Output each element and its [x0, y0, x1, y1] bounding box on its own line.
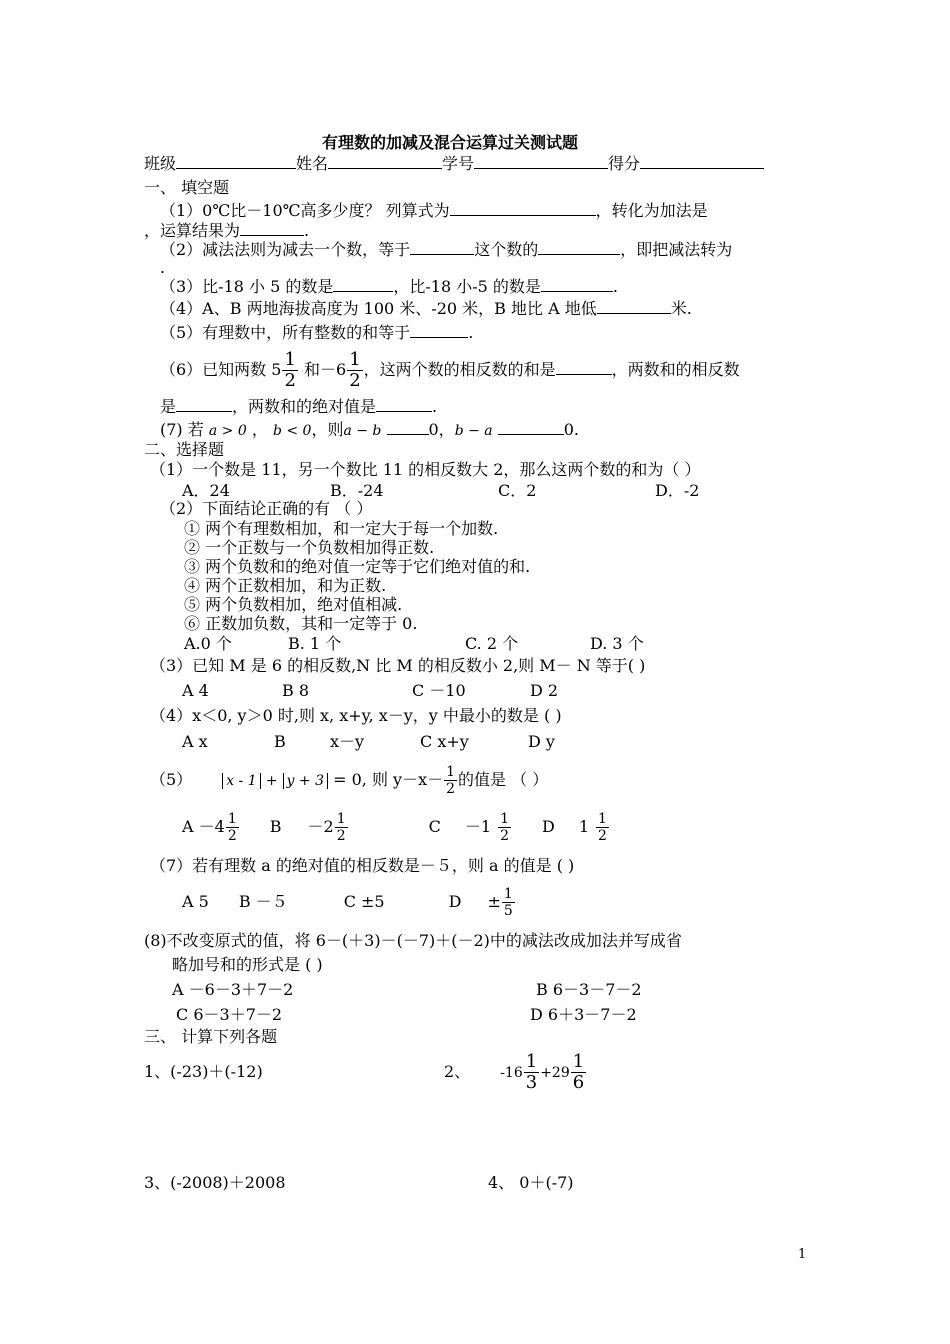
score-blank[interactable]: [640, 154, 764, 169]
choice-q5-option-b[interactable]: B: [269, 817, 282, 836]
fill-q6-blank3[interactable]: [376, 397, 432, 412]
fill-q6-text6: ，两数和的绝对值是: [232, 397, 377, 416]
fill-q6-line1: [160, 350, 740, 390]
fill-q6-blank2[interactable]: [176, 397, 232, 412]
fill-q2-text: （2）减法法则为减去一个数，等于: [160, 240, 411, 259]
fraction-half: $\frac{1}{2}$: [227, 811, 237, 844]
fill-q3-blank1[interactable]: [333, 277, 393, 292]
choice-q2-statement-3: ③ 两个负数和的绝对值一定等于它们绝对值的和.: [184, 557, 531, 576]
choice-q8-option-d[interactable]: D 6＋3－7－2: [530, 1005, 637, 1024]
score-label: 得分: [608, 154, 641, 173]
fill-q7: (7) 若 a > 0 ， b < 0，则a − b 0，b − a 0.: [160, 420, 579, 439]
choice-q5-text2: 的值是 （ ）: [458, 770, 549, 789]
choice-q7-options: [182, 880, 516, 924]
fill-q7-text4: 0.: [563, 420, 579, 439]
fill-q5-period: .: [468, 323, 474, 342]
fill-q7-blank1[interactable]: [387, 420, 429, 435]
choice-q8-line2: 略加号和的形式是 ( ): [172, 955, 323, 974]
fill-q6-text4: ，两数和的相反数: [611, 360, 740, 379]
choice-q5-option-c[interactable]: C: [428, 817, 441, 836]
fill-q1-period: .: [304, 221, 310, 240]
fill-q6-text: （6）已知两数 5: [160, 360, 282, 379]
page-title: 有理数的加减及混合运算过关测试题: [322, 133, 579, 152]
choice-q2-statement-5: ⑤ 两个负数相加，绝对值相减.: [184, 595, 403, 614]
choice-q8-option-a[interactable]: A －6－3＋7－2: [172, 980, 294, 999]
fill-q2-line1: [160, 240, 732, 260]
calc-problem-2-term2: +29: [540, 1065, 570, 1081]
calc-problem-1: 1、(-23)＋(-12): [144, 1062, 263, 1081]
fraction-half: $\frac{1}{2}$: [349, 349, 361, 391]
student-info-line: [144, 154, 764, 174]
fill-q1-line2: [144, 221, 309, 241]
fraction-half: $\frac{1}{2}$: [598, 811, 607, 844]
choice-q5-text: = 0, 则 y－x－: [333, 770, 444, 789]
fill-q4-text: （4）A、B 两地海拔高度为 100 米、-20 米，B 地比 A 地低: [160, 299, 597, 318]
abs-y-plus-3: y + 3: [283, 773, 328, 789]
choice-q5-option-d[interactable]: D: [541, 817, 555, 836]
choice-q4-option-b-value: x－y: [330, 732, 365, 751]
id-label: 学号: [442, 154, 475, 173]
fill-q5-blank[interactable]: [410, 323, 468, 338]
abs-x-minus-1: x - 1: [222, 773, 260, 789]
choice-q3-option-d[interactable]: D 2: [530, 681, 559, 700]
choice-q1-option-a[interactable]: A．24: [182, 481, 230, 500]
expr-a-minus-b: a − b: [343, 423, 382, 439]
calc-problem-2-label: 2、: [444, 1062, 471, 1081]
fill-q6-period: .: [432, 397, 438, 416]
choice-q2-statement-4: ④ 两个正数相加，和为正数.: [184, 576, 387, 595]
fill-q2-text3: ，即把减法转为: [620, 240, 733, 259]
fill-q1-blank1[interactable]: [450, 201, 596, 216]
fill-q6-text3: ，这两个数的相反数的和是: [363, 360, 556, 379]
choice-q5: [150, 760, 548, 800]
fill-q3-text: （3）比-18 小 5 的数是: [160, 277, 334, 296]
choice-q4-option-d[interactable]: D y: [528, 732, 555, 751]
fill-q3-period: .: [612, 277, 619, 296]
fill-q6-line2: [160, 397, 437, 417]
fill-q4: [160, 299, 692, 319]
fraction-half: $\frac{1}{2}$: [336, 811, 346, 844]
calc-problem-2-term1: -16: [500, 1065, 523, 1081]
fill-q7-text: (7) 若: [160, 420, 204, 439]
choice-q2-option-b[interactable]: B. 1 个: [288, 634, 342, 653]
choice-q8-line1: (8)不改变原式的值，将 6－(＋3)－(－7)＋(－2)中的减法改成加法并写成省: [144, 931, 682, 950]
fill-q6-blank1[interactable]: [556, 360, 612, 375]
choice-q2-option-a[interactable]: A.0 个: [184, 634, 232, 653]
choice-q5-options: [182, 805, 610, 849]
name-label: 姓名: [296, 154, 329, 173]
choice-q5-label: （5）: [150, 770, 193, 789]
choice-q7-option-d[interactable]: D: [448, 892, 462, 911]
class-blank[interactable]: [176, 154, 296, 169]
fill-q6-text2: 和－6: [304, 360, 347, 379]
fill-q2-blank2[interactable]: [538, 240, 620, 255]
choice-q3-option-a[interactable]: A 4: [182, 681, 209, 700]
fill-q7-text3: 0，: [428, 420, 455, 439]
choice-q5-option-b-value: －2: [307, 817, 334, 836]
choice-q7-option-a[interactable]: A 5: [182, 892, 209, 911]
choice-q1-option-d[interactable]: D．-2: [655, 481, 700, 500]
fill-q4-blank[interactable]: [597, 299, 671, 314]
fill-q2-blank1[interactable]: [410, 240, 474, 255]
fill-q1-text: （1）0℃比－10℃高多少度？ 列算式为: [160, 201, 450, 220]
expr-b-minus-a: b − a: [454, 423, 493, 439]
fill-q2-text2: 这个数的: [474, 240, 539, 259]
fill-q5-text: （5）有理数中，所有整数的和等于: [160, 323, 411, 342]
calc-problem-2: [444, 1050, 587, 1094]
fill-q7-text2: ，则: [311, 420, 344, 439]
choice-q2-statement-1: ① 两个有理数相加，和一定大于每一个加数.: [184, 519, 499, 538]
choice-q5-option-a[interactable]: A －4: [182, 817, 225, 836]
fraction-one-third: $\frac{1}{3}$: [525, 1051, 538, 1093]
choice-q7-option-d-sign: ±: [487, 892, 501, 911]
choice-q4-option-c[interactable]: C x+y: [420, 732, 469, 751]
fill-q1-blank2[interactable]: [240, 221, 304, 236]
fraction-half: $\frac{1}{2}$: [284, 349, 296, 391]
fill-q3-blank2[interactable]: [541, 277, 613, 292]
condition-a-positive: a > 0: [208, 423, 247, 439]
id-blank[interactable]: [474, 154, 608, 169]
choice-q3: （3）已知 M 是 6 的相反数,N 比 M 的相反数小 2,则 M－ N 等于( ): [150, 656, 646, 675]
fill-q6-text5: 是: [160, 397, 177, 416]
fill-q3-text2: ，比-18 小-5 的数是: [393, 277, 541, 296]
fill-q2-line2: .: [160, 258, 166, 277]
fill-q3: [160, 277, 618, 297]
choice-q4-option-a[interactable]: A x: [182, 732, 208, 751]
condition-b-negative: b < 0: [272, 423, 312, 439]
choice-q3-option-b[interactable]: B 8: [282, 681, 310, 700]
choice-q1-option-c[interactable]: C．2: [498, 481, 537, 500]
choice-q2-statement-6: ⑥ 正数加负数，其和一定等于 0.: [184, 614, 418, 633]
fill-q1-line1: [160, 201, 708, 221]
choice-q7: （7）若有理数 a 的绝对值的相反数是－５，则 a 的值是 ( ): [150, 856, 575, 875]
choice-q2-statement-2: ② 一个正数与一个负数相加得正数.: [184, 538, 435, 557]
choice-q8-option-b[interactable]: B 6－3－7－2: [536, 980, 642, 999]
fill-q1-text3: ，运算结果为: [144, 221, 241, 240]
calc-problem-3: 3、(-2008)＋2008: [144, 1173, 286, 1192]
section3-title: 三、 计算下列各题: [144, 1027, 278, 1046]
choice-q8-option-c[interactable]: C 6－3＋7－2: [176, 1005, 283, 1024]
choice-q2-option-d[interactable]: D. 3 个: [590, 634, 644, 653]
fill-q7-blank2[interactable]: [498, 420, 564, 435]
choice-q4-option-b[interactable]: B: [274, 732, 286, 751]
fill-q5: [160, 323, 473, 343]
choice-q7-option-b[interactable]: B －５: [238, 892, 288, 911]
fraction-half: $\frac{1}{2}$: [446, 764, 456, 797]
fraction-half: $\frac{1}{2}$: [500, 811, 509, 844]
fill-q1-text2: ，转化为加法是: [595, 201, 708, 220]
fraction-one-sixth: $\frac{1}{6}$: [572, 1051, 585, 1093]
class-label: 班级: [144, 154, 177, 173]
choice-q4: （4）x＜0, y＞0 时,则 x, x+y, x－y，y 中最小的数是 ( ): [150, 706, 562, 725]
choice-q2-option-c[interactable]: C. 2 个: [465, 634, 519, 653]
section2-title: 二、选择题: [144, 440, 225, 459]
choice-q7-option-c[interactable]: C ±5: [343, 892, 385, 911]
calc-problem-4: 4、 0＋(-7): [488, 1173, 574, 1192]
choice-q5-option-d-value: 1: [578, 817, 589, 836]
choice-q2: （2）下面结论正确的有 （ ）: [160, 499, 373, 518]
page-number: 1: [798, 1247, 807, 1262]
choice-q1-option-b[interactable]: B．-24: [330, 481, 384, 500]
name-blank[interactable]: [328, 154, 442, 169]
choice-q5-option-c-value: －1: [464, 817, 492, 836]
fill-q4-text2: 米.: [670, 299, 692, 318]
choice-q3-option-c[interactable]: C －10: [412, 681, 466, 700]
section1-title: 一、 填空题: [144, 178, 230, 197]
plus-sign: +: [265, 773, 278, 789]
choice-q1: （1）一个数是 11，另一个数比 11 的相反数大 2，那么这两个数的和为（ ）: [150, 460, 701, 479]
fraction-one-fifth: $\frac{1}{5}$: [503, 886, 513, 919]
